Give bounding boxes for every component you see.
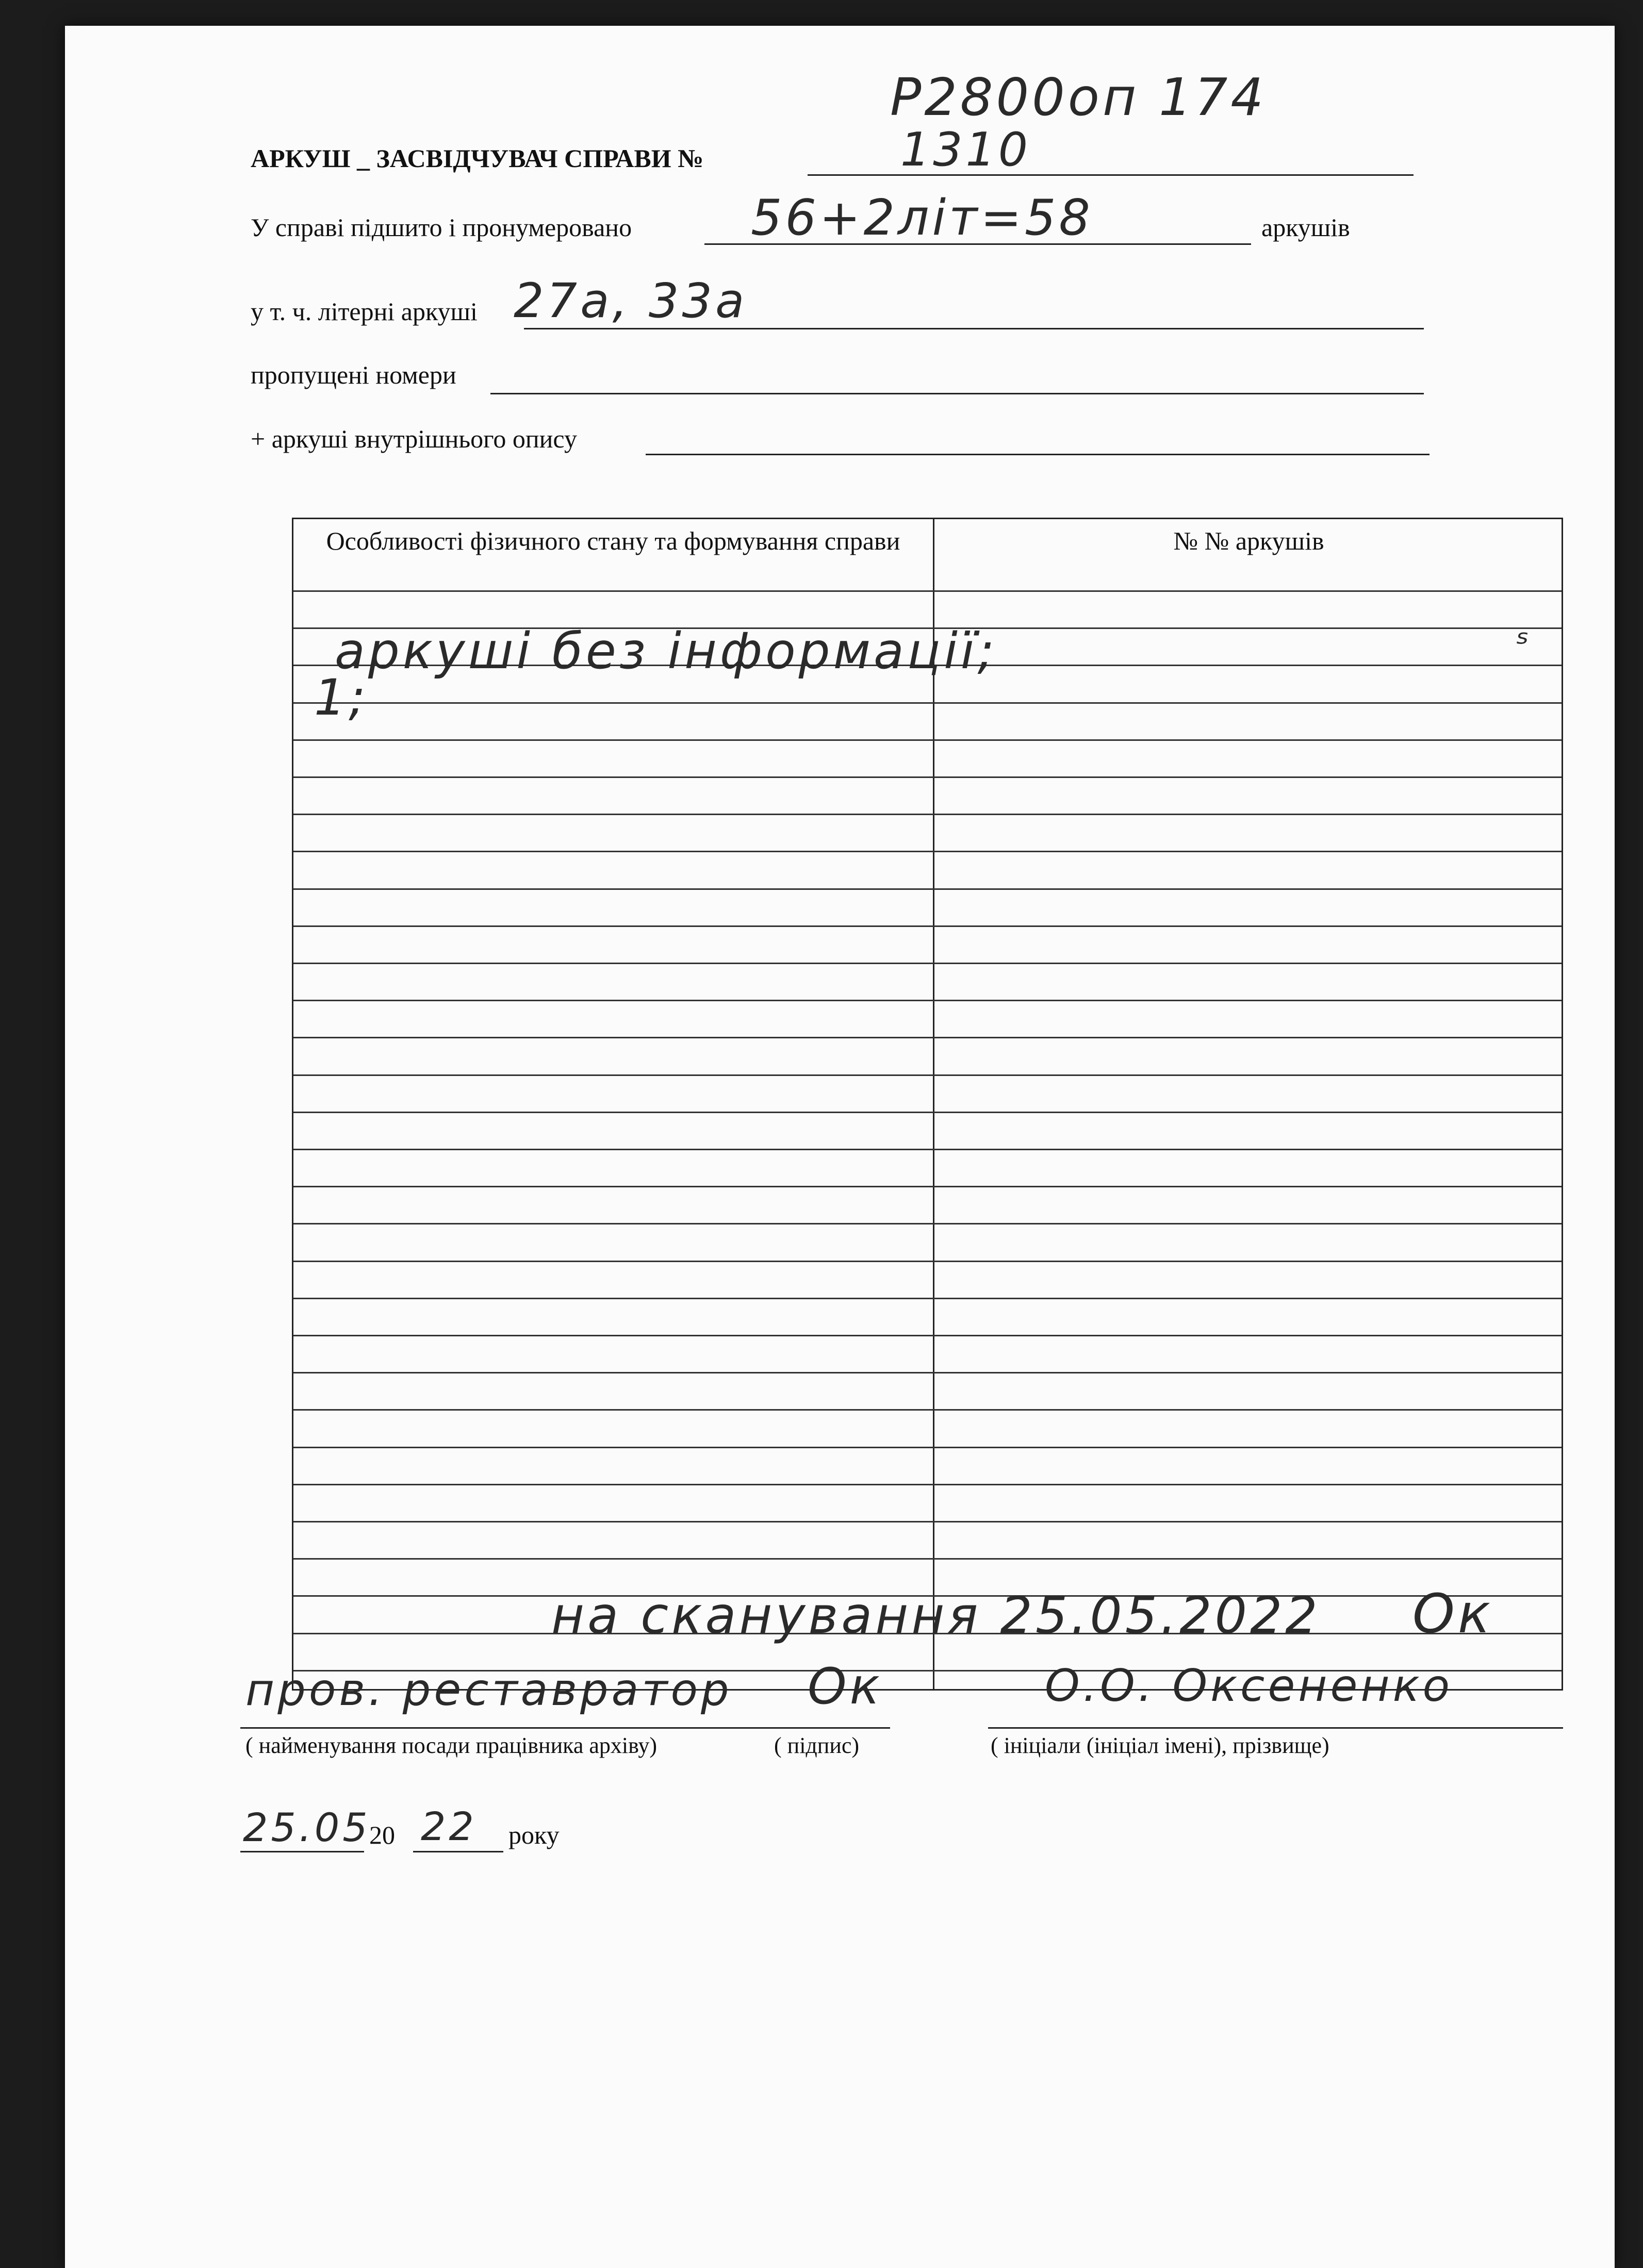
case-number: 1310 [900, 123, 1031, 177]
table-row-line [293, 590, 1562, 592]
full-name-value: О.О. Оксененко [1045, 1660, 1453, 1712]
table-row-line [293, 814, 1562, 815]
table-entry-pages: 1; [314, 669, 369, 726]
date-day-month-underline [240, 1851, 364, 1852]
date-suffix: року [508, 1820, 560, 1849]
condition-table [292, 518, 1563, 1691]
table-row-line [293, 1000, 1562, 1001]
date-day-month: 25.05 [243, 1805, 371, 1850]
position-underline [240, 1727, 777, 1729]
table-row-line [293, 739, 1562, 741]
numbered-underline [704, 243, 1251, 245]
full-name-underline [988, 1727, 1563, 1729]
signature-value: Ок [808, 1658, 883, 1715]
table-row-line [293, 1223, 1562, 1224]
signature-caption: ( підпис) [774, 1733, 860, 1758]
numbered-suffix: аркушів [1261, 213, 1350, 242]
table-row-line [293, 1447, 1562, 1448]
table-row-line [293, 1149, 1562, 1150]
table-row-line [293, 888, 1562, 890]
archive-reference: Р2800оп 174 [890, 67, 1267, 127]
closing-note: на сканування 25.05.2022 [551, 1586, 1321, 1645]
inner-inventory-underline [646, 454, 1430, 455]
date-year-underline [413, 1851, 503, 1852]
table-row-line [293, 776, 1562, 778]
position-caption: ( найменування посади працівника архіву) [245, 1733, 658, 1758]
table-row-line [293, 1372, 1562, 1373]
full-name-caption: ( ініціали (ініціал імені), прізвище) [991, 1733, 1329, 1758]
table-row-line [293, 1521, 1562, 1522]
table-row-line [293, 851, 1562, 852]
table-row-line [293, 1037, 1562, 1038]
date-century: 20 [369, 1820, 395, 1849]
inner-inventory-label: + аркуші внутрішнього опису [251, 424, 577, 453]
letter-sheets-value: 27а, 33а [514, 273, 748, 328]
table-row-line [293, 1335, 1562, 1336]
column-divider [933, 519, 934, 1689]
page-title: АРКУШ _ ЗАСВІДЧУВАЧ СПРАВИ № [251, 144, 704, 173]
table-row-line [293, 963, 1562, 964]
missing-numbers-underline [490, 393, 1424, 394]
table-entry-mark: ˢ [1516, 622, 1533, 665]
letter-sheets-underline [524, 328, 1424, 329]
numbered-value: 56+2літ=58 [751, 190, 1093, 246]
document-page [65, 26, 1615, 2268]
table-row-line [293, 1074, 1562, 1076]
letter-sheets-label: у т. ч. літерні аркуші [251, 297, 478, 326]
signature-underline [771, 1727, 890, 1729]
missing-numbers-label: пропущені номери [251, 360, 456, 389]
date-year: 22 [421, 1803, 477, 1849]
closing-note-signature: Ок [1412, 1582, 1493, 1645]
table-row-line [293, 1186, 1562, 1187]
table-row-line [293, 1261, 1562, 1262]
numbered-label: У справі підшито і пронумеровано [251, 213, 632, 242]
position-value: пров. реставратор [245, 1664, 732, 1716]
table-row-line [293, 1298, 1562, 1299]
table-row-line [293, 1484, 1562, 1485]
table-entry-text: аркуші без інформації; [335, 622, 997, 680]
table-row-line [293, 925, 1562, 927]
table-row-line [293, 1409, 1562, 1411]
column-header-sheet-numbers: № № аркушів [1173, 526, 1324, 555]
table-row-line [293, 702, 1562, 704]
table-row-line [293, 1558, 1562, 1560]
column-header-features: Особливості фізичного стану та формування справи [326, 526, 900, 555]
table-row-line [293, 1112, 1562, 1113]
case-number-underline [808, 174, 1414, 176]
